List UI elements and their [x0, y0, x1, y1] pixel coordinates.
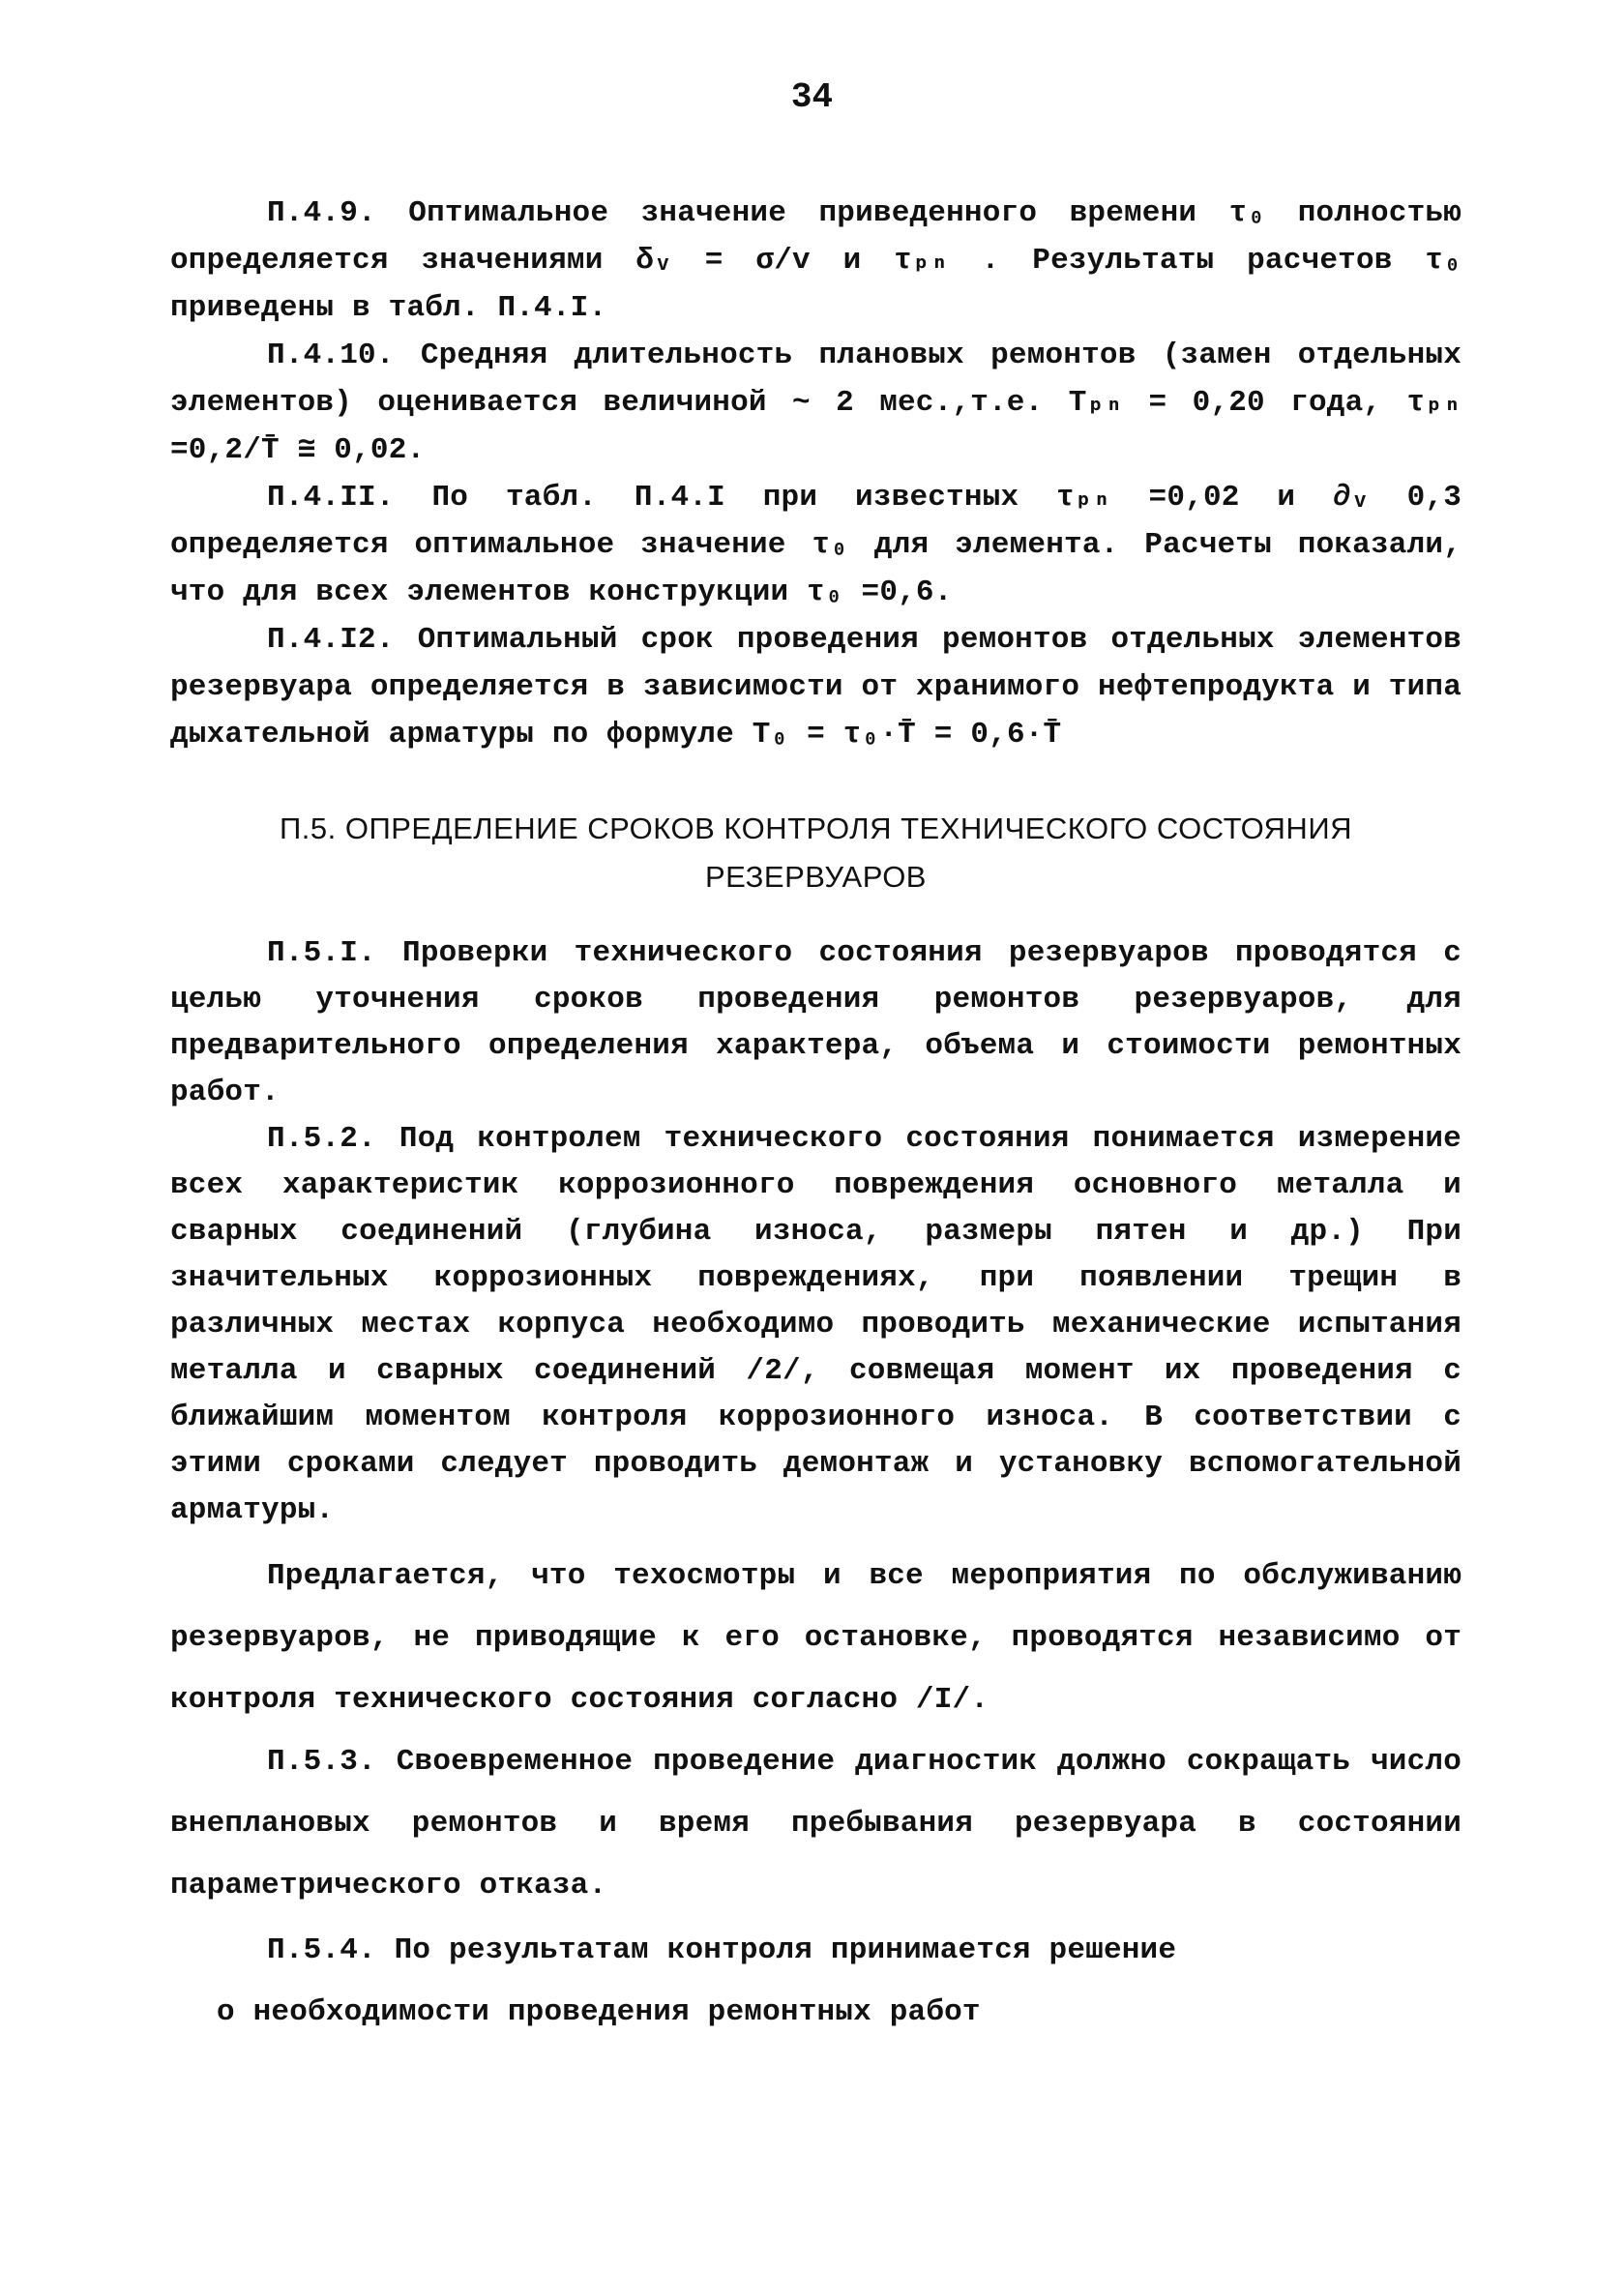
- paragraph-p5-2: П.5.2. Под контролем технического состояния понимается измерение всех характеристик коррозионного повреждения основного металла и сварных соединений (глубина износа, размеры пятен и др.) При значительных коррозионных повреждениях, при появлении трещин в различных местах корпуса необходимо проводить механические испытания металла и сварных соединений /2/, совмещая момент их проведения с ближайшим моментом контроля коррозионного износа. В соответствии с этими сроками следует проводить демонтаж и установку вспомогательной арматуры.: [170, 1122, 1462, 1527]
- paragraph-p5-4-line1: П.5.4. По результатам контроля принимается решение: [267, 1933, 1177, 1967]
- page-number: 34: [790, 77, 834, 117]
- paragraph-p5-4-line2: о необходимости проведения ремонтных работ: [217, 1995, 981, 2029]
- paragraphs-section: [170, 930, 1462, 1534]
- paragraph-p4-12: П.4.I2. Оптимальный срок проведения ремонтов отдельных элементов резервуара определяется в зависимости от хранимого нефтепродукта и типа дыхательной арматуры по формуле T₀ = τ₀·T̄ = 0,6·T̄: [170, 623, 1462, 752]
- paragraph-p4-9: П.4.9. Оптимальное значение приведенного времени τ₀ полностью определяется значениями δᵥ = σ/v и τₚₙ . Результаты расчетов τ₀ приведены в табл. П.4.I.: [170, 196, 1462, 325]
- paragraph-p5-1: П.5.I. Проверки технического состояния резервуаров проводятся с целью уточнения сроков проведения ремонтов резервуаров, для предварительного определения характера, объема и стоимости ремонтных работ.: [170, 936, 1462, 1109]
- paragraph-suggest-block: [170, 1546, 1462, 1917]
- section-heading-line2: РЕЗЕРВУАРОВ: [705, 860, 927, 894]
- paragraph-p5-3: П.5.3. Своевременное проведение диагностик должно сокращать число внеплановых ремонтов и время пребывания резервуара в состоянии параметрического отказа.: [170, 1745, 1462, 1902]
- section-heading-line1: П.5. ОПРЕДЕЛЕНИЕ СРОКОВ КОНТРОЛЯ ТЕХНИЧЕСКОГО СОСТОЯНИЯ: [280, 811, 1352, 845]
- paragraph-suggest: Предлагается, что техосмотры и все мероприятия по обслуживанию резервуаров, не приводящие к его остановке, проводятся независимо от контроля технического состояния согласно /I/.: [170, 1559, 1462, 1717]
- paragraphs-top: [170, 190, 1462, 758]
- section-heading: [170, 805, 1462, 901]
- paragraph-p4-11: П.4.II. По табл. П.4.I при известных τₚₙ =0,02 и ∂ᵥ 0,3 определяется оптимальное значение τ₀ для элемента. Расчеты показали, что для всех элементов конструкции τ₀ =0,6.: [170, 481, 1462, 609]
- paragraph-p4-10: П.4.10. Средняя длительность плановых ремонтов (замен отдельных элементов) оценивается величиной ~ 2 мес.,т.е. Tₚₙ = 0,20 года, τₚₙ =0,2/T̄ ≅ 0,02.: [170, 339, 1462, 467]
- paragraph-p5-4-block: [170, 1920, 1462, 2044]
